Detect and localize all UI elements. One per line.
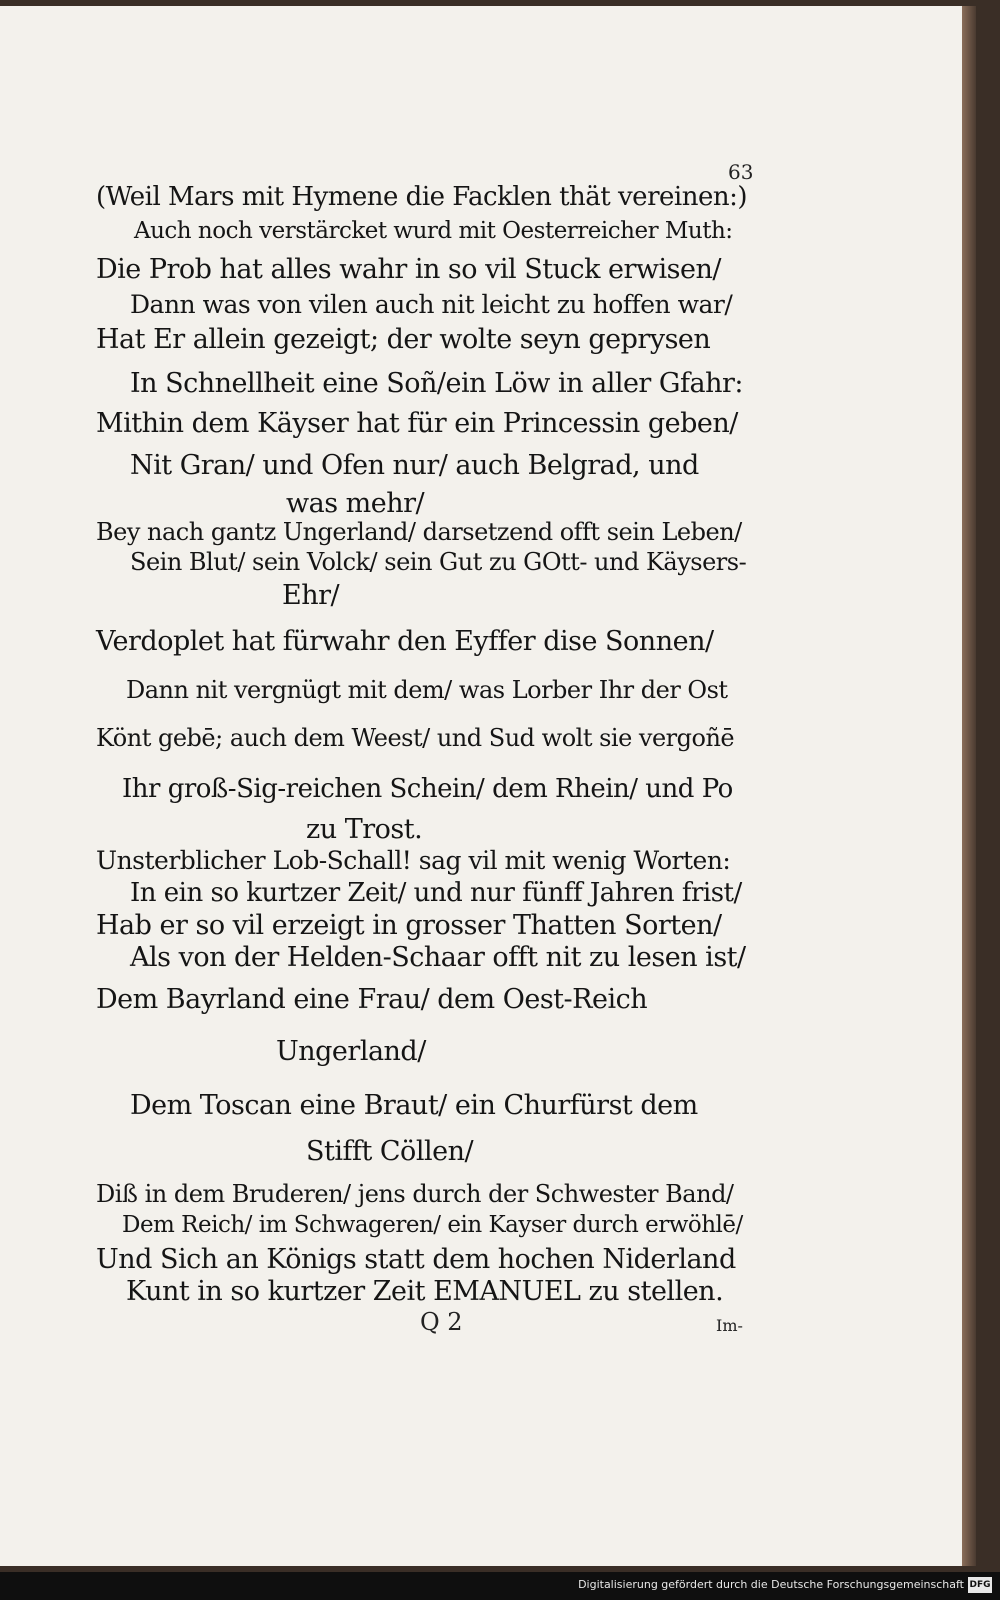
verse-line: Ehr/	[282, 580, 340, 611]
verse-line: Ihr groß-Sig-reichen Schein/ dem Rhein/ und Po	[122, 774, 733, 804]
catchword: Im-	[716, 1316, 743, 1335]
verse-line: Verdoplet hat fürwahr den Eyffer dise Sonnen/	[96, 626, 714, 657]
verse-line: zu Trost.	[306, 814, 423, 845]
verse-line: Dann was von vilen auch nit leicht zu hoffen war/	[130, 290, 733, 319]
funding-credit: Digitalisierung gefördert durch die Deutsche Forschungsgemeinschaft	[578, 1578, 964, 1591]
verse-line: Und Sich an Königs statt dem hochen Niderland	[96, 1244, 736, 1275]
verse-line: Unsterblicher Lob-Schall! sag vil mit wenig Worten:	[96, 846, 731, 875]
poem-text	[0, 6, 968, 1566]
signature-mark: Q 2	[420, 1308, 463, 1336]
verse-line: Sein Blut/ sein Volck/ sein Gut zu GOtt- und Käysers-	[130, 548, 747, 576]
verse-line: Als von der Helden-Schaar offt nit zu lesen ist/	[130, 942, 746, 973]
verse-line: In Schnellheit eine Soñ/ein Löw in aller Gfahr:	[130, 368, 743, 399]
verse-line: Kunt in so kurtzer Zeit EMANUEL zu stellen.	[126, 1276, 724, 1307]
verse-line: was mehr/	[286, 488, 425, 519]
footer-bar	[0, 1572, 1000, 1600]
verse-line: Nit Gran/ und Ofen nur/ auch Belgrad, und	[130, 450, 699, 481]
verse-line: Könt gebē; auch dem Weest/ und Sud wolt sie vergoñē	[96, 724, 735, 752]
verse-line: (Weil Mars mit Hymene die Facklen thät vereinen:)	[96, 182, 747, 212]
verse-line: Hab er so vil erzeigt in grosser Thatten Sorten/	[96, 910, 722, 941]
verse-line: Ungerland/	[276, 1036, 426, 1067]
verse-line: Dann nit vergnügt mit dem/ was Lorber Ihr der Ost	[126, 676, 728, 704]
verse-line: Auch noch verstärcket wurd mit Oesterreicher Muth:	[134, 218, 733, 244]
verse-line: Die Prob hat alles wahr in so vil Stuck erwisen/	[96, 254, 721, 285]
book-page	[0, 6, 968, 1566]
page-number: 63	[728, 160, 754, 184]
verse-line: Dem Reich/ im Schwageren/ ein Kayser durch erwöhlē/	[122, 1212, 743, 1238]
verse-line: Bey nach gantz Ungerland/ darsetzend offt sein Leben/	[96, 518, 742, 546]
verse-line: Stifft Cöllen/	[306, 1136, 474, 1167]
verse-line: In ein so kurtzer Zeit/ und nur fünff Jahren frist/	[130, 878, 742, 908]
verse-line: Mithin dem Käyser hat für ein Princessin geben/	[96, 408, 738, 439]
verse-line: Dem Bayrland eine Frau/ dem Oest-Reich	[96, 984, 648, 1015]
verse-line: Hat Er allein gezeigt; der wolte seyn geprysen	[96, 324, 711, 355]
verse-line: Diß in dem Bruderen/ jens durch der Schwester Band/	[96, 1180, 734, 1208]
dfg-logo-icon: DFG	[968, 1577, 992, 1593]
verse-line: Dem Toscan eine Braut/ ein Churfürst dem	[130, 1090, 698, 1121]
